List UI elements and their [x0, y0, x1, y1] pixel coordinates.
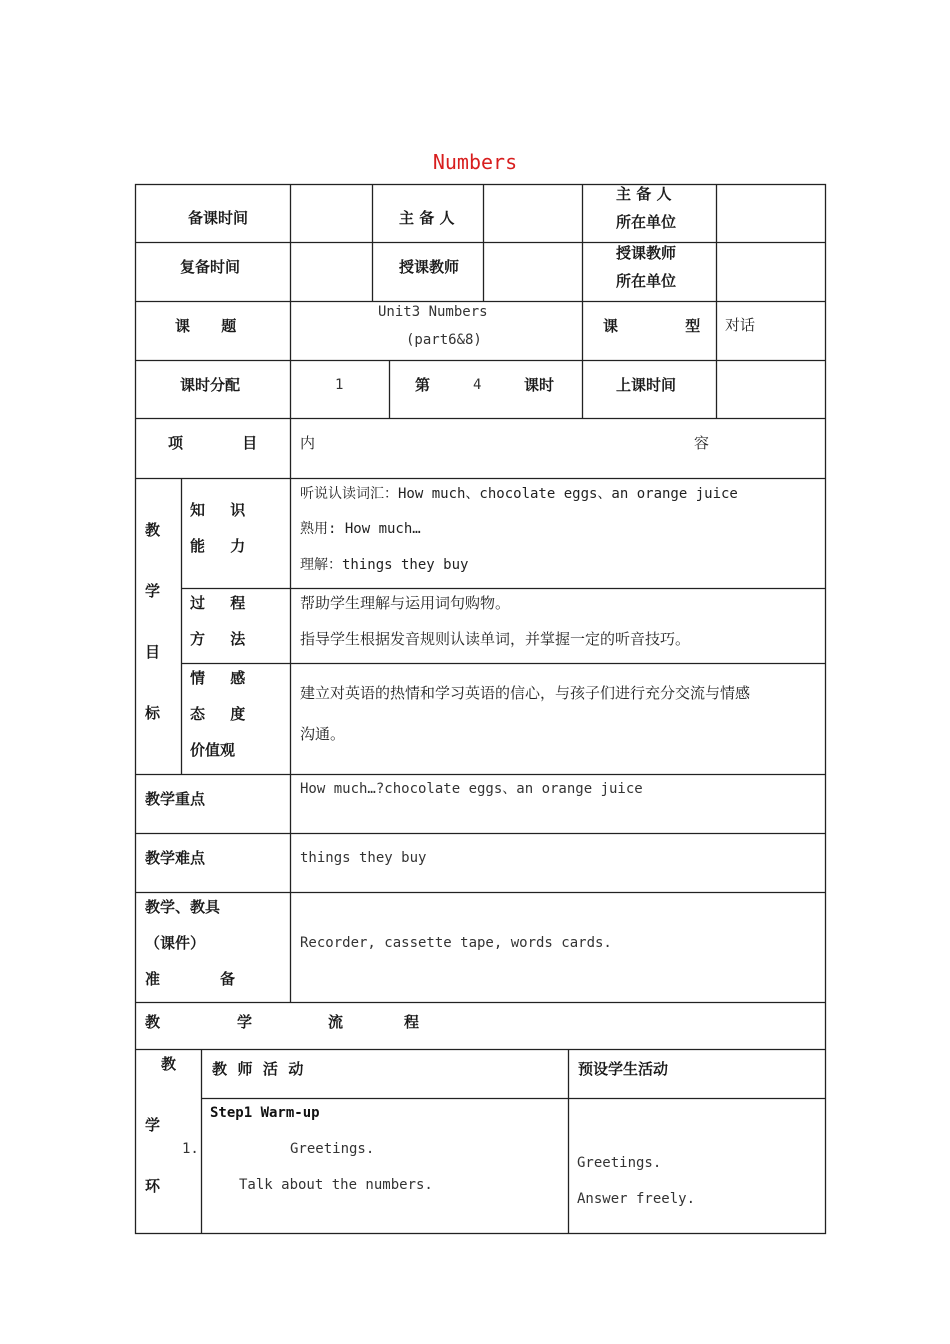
- knowledge-line-1: 听说认读词汇：How much、chocolate eggs、an orange juice: [300, 486, 738, 502]
- flow-side-label-2: 学: [145, 1116, 161, 1134]
- process-label: 过 程: [190, 594, 246, 612]
- objectives-side-label-2: 学: [145, 582, 161, 600]
- teacher-unit-label-2: 所在单位: [616, 272, 677, 290]
- aids-label-3b: 备: [220, 970, 236, 988]
- step-title: Step1 Warm-up: [210, 1105, 320, 1121]
- key-point-value: How much…?chocolate eggs、an orange juice: [300, 781, 643, 797]
- teacher-label: 授课教师: [399, 258, 460, 276]
- aids-label-3a: 准: [145, 970, 161, 988]
- method-label: 方 法: [190, 630, 246, 648]
- class-time-label: 上课时间: [616, 376, 677, 394]
- flow-header-2: 学: [237, 1013, 253, 1031]
- flow-header-4: 程: [404, 1013, 420, 1031]
- flow-side-label-1: 教: [161, 1055, 177, 1073]
- objectives-side-label-4: 标: [145, 704, 161, 722]
- content-label-2: 容: [694, 434, 710, 452]
- aids-label-2: （课件）: [145, 934, 206, 952]
- difficulty-value: things they buy: [300, 850, 427, 866]
- knowledge-line-3: 理解：things they buy: [300, 557, 469, 573]
- flow-step-number: 1.: [182, 1141, 199, 1157]
- teacher-line-1: Greetings.: [290, 1141, 375, 1157]
- student-line-2: Answer freely.: [577, 1191, 696, 1207]
- student-line-1: Greetings.: [577, 1155, 662, 1171]
- nth-value: 4: [473, 377, 482, 393]
- main-preparer-label: 主 备 人: [399, 209, 455, 227]
- knowledge-line-2: 熟用: How much…: [300, 521, 421, 537]
- nth-label: 第: [415, 376, 431, 394]
- aids-value: Recorder, cassette tape, words cards.: [300, 935, 612, 951]
- flow-header-3: 流: [328, 1013, 344, 1031]
- difficulty-label: 教学难点: [145, 849, 206, 867]
- key-point-label: 教学重点: [145, 790, 206, 808]
- review-time-label: 复备时间: [180, 258, 241, 276]
- type-label: 课 型: [603, 317, 701, 335]
- content-label: 内: [300, 434, 316, 452]
- emotion-label: 情 感: [190, 669, 246, 687]
- ability-label: 能 力: [190, 537, 246, 555]
- objectives-side-label-1: 教: [145, 521, 161, 539]
- knowledge-label: 知 识: [190, 501, 246, 519]
- topic-value: Unit3 Numbers: [378, 304, 488, 320]
- topic-label: 课 题: [175, 317, 237, 335]
- period-label: 课时分配: [180, 376, 241, 394]
- process-line-1: 帮助学生理解与运用词句购物。: [300, 594, 511, 612]
- teacher-unit-label: 授课教师: [616, 244, 677, 262]
- period-unit: 课时: [524, 376, 555, 394]
- item-label: 项 目: [168, 434, 258, 452]
- prep-time-label: 备课时间: [188, 209, 249, 227]
- period-value: 1: [335, 377, 344, 393]
- process-line-2: 指导学生根据发音规则认读单词，并掌握一定的听音技巧。: [300, 630, 691, 648]
- aids-label: 教学、教具: [145, 898, 221, 916]
- values-label: 价值观: [190, 741, 236, 759]
- teacher-line-2: Talk about the numbers.: [239, 1177, 433, 1193]
- student-activity-header: 预设学生活动: [578, 1060, 669, 1078]
- emotion-line-1: 建立对英语的热情和学习英语的信心，与孩子们进行充分交流与情感: [300, 684, 751, 702]
- document-title: Numbers: [432, 150, 518, 174]
- attitude-label: 态 度: [190, 705, 246, 723]
- flow-side-label-3: 环: [145, 1177, 161, 1195]
- main-unit-label-2: 所在单位: [616, 213, 677, 231]
- flow-header-1: 教: [145, 1013, 161, 1031]
- type-value: 对话: [725, 316, 756, 334]
- main-unit-label: 主 备 人: [616, 185, 672, 203]
- teacher-activity-header: 教 师 活 动: [212, 1060, 304, 1078]
- topic-value-part: (part6&8): [406, 332, 482, 348]
- emotion-line-2: 沟通。: [300, 725, 346, 743]
- objectives-side-label-3: 目: [145, 643, 161, 661]
